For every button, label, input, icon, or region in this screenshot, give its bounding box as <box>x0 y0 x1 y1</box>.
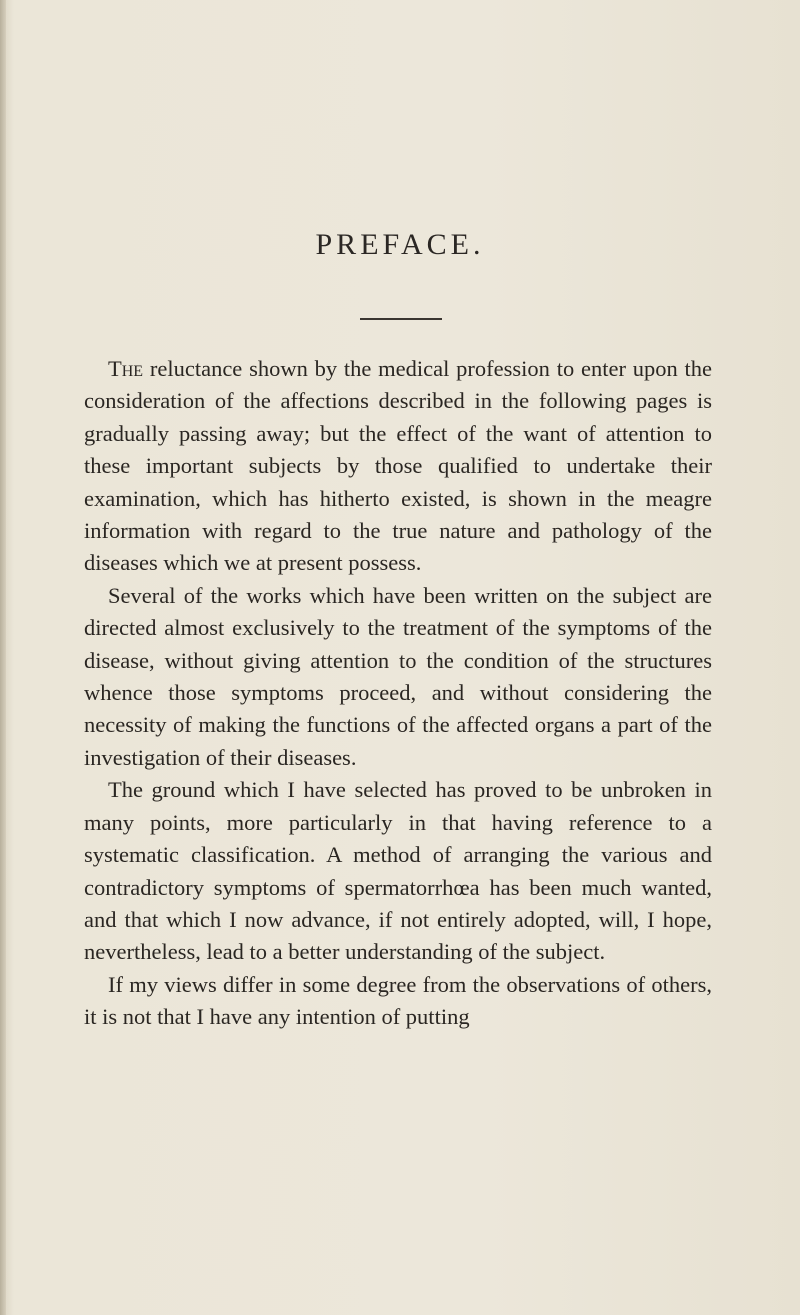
paragraph-2: Several of the works which have been written on the subject are directed almost exclusively to the treatment of the symptoms of the disease, without giving attention to the condition of the structures whence those symptoms proceed, and without considering the necessity of making the functions of the affected organs a part of the investigation of their diseases. <box>84 582 712 770</box>
paragraph-1-lead-word: The <box>108 356 144 381</box>
page-title: PREFACE. <box>315 228 485 261</box>
paragraph-1-text: reluctance shown by the medical profession to enter upon the consideration of the affections described in the following pages is gradually passing away; but the effect of the want of attention to these important subjects by those qualified to undertake their examination, which has hitherto existed, is shown in the meagre information with regard to the true nature and pathology of the diseases which we at present possess. <box>84 356 712 576</box>
preface-body <box>84 353 712 1034</box>
paragraph-1 <box>84 353 712 580</box>
title-divider <box>360 318 442 320</box>
paragraph-4: If my views differ in some degree from the observations of others, it is not that I have any intention of putting <box>84 971 712 1030</box>
paragraph-3: The ground which I have selected has proved to be unbroken in many points, more particularly in that having reference to a systematic classification. A method of arranging the various and contradictory symptoms of spermatorrhœa has been much wanted, and that which I now advance, if not entirely adopted, will, I hope, nevertheless, lead to a better understanding of the subject. <box>84 777 712 965</box>
page-gutter <box>0 0 6 1315</box>
